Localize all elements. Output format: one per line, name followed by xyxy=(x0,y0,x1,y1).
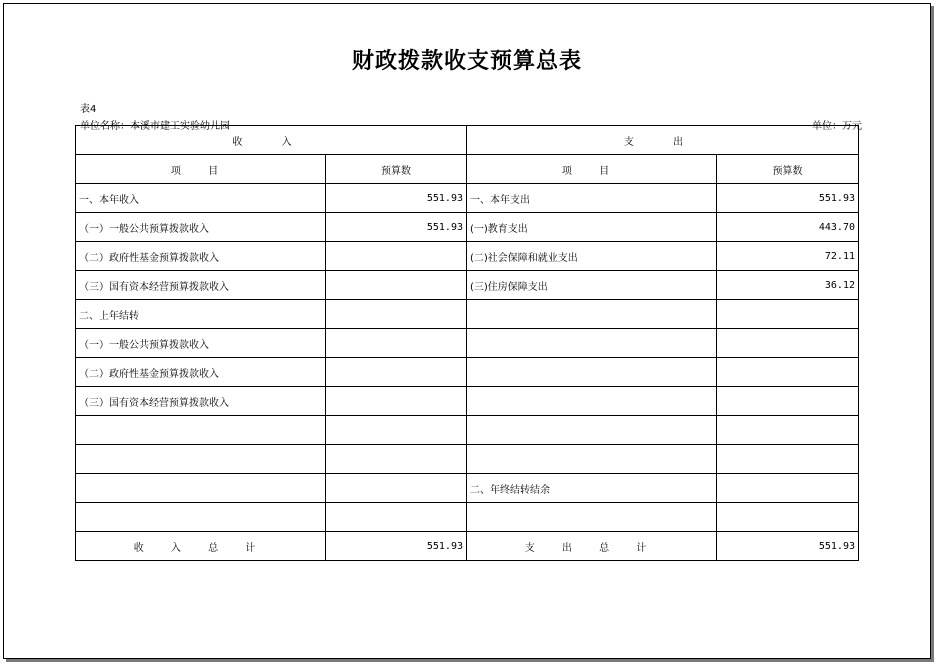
unit-name: 单位名称：本溪市建工实验幼儿园 xyxy=(80,121,230,132)
table-row xyxy=(76,474,859,503)
income-item-header: 项 目 xyxy=(76,155,326,184)
table-row xyxy=(76,416,859,445)
ex-item-cell xyxy=(467,300,717,329)
in-amt-cell xyxy=(326,416,467,445)
ex-amt-cell xyxy=(717,503,859,532)
ex-amt-cell xyxy=(717,474,859,503)
ex-item-cell: (二)社会保障和就业支出 xyxy=(467,242,717,271)
table-row xyxy=(76,184,859,213)
unit-label: 单位：万元 xyxy=(812,121,862,132)
expense-label-cell: 支 出 总 计 xyxy=(467,532,717,561)
page-title: 财政拨款收支预算总表 xyxy=(351,48,582,74)
ex-amt-cell: 72.11 xyxy=(717,242,859,271)
table-row xyxy=(76,358,859,387)
income-amt-cell: 551.93 xyxy=(326,532,467,561)
ex-amt-cell xyxy=(717,445,859,474)
in-amt-cell xyxy=(326,358,467,387)
ex-item-cell: 一、本年支出 xyxy=(467,184,717,213)
section-header-row xyxy=(76,126,859,155)
in-item-cell: （一）一般公共预算拨款收入 xyxy=(76,213,326,242)
in-item-cell xyxy=(76,503,326,532)
table-row xyxy=(76,300,859,329)
expense-amount-header: 预算数 xyxy=(717,155,859,184)
in-item-cell: （二）政府性基金预算拨款收入 xyxy=(76,242,326,271)
in-amt-cell xyxy=(326,329,467,358)
ex-amt-cell xyxy=(717,387,859,416)
table-row xyxy=(76,271,859,300)
ex-item-cell: (一)教育支出 xyxy=(467,213,717,242)
totals-row xyxy=(76,532,859,561)
ex-amt-cell xyxy=(717,416,859,445)
income-header: 收 入 xyxy=(76,126,467,155)
expense-amt-cell: 551.93 xyxy=(717,532,859,561)
ex-amt-cell: 36.12 xyxy=(717,271,859,300)
in-amt-cell xyxy=(326,474,467,503)
ex-item-cell xyxy=(467,503,717,532)
in-item-cell xyxy=(76,474,326,503)
in-item-cell: （一）一般公共预算拨款收入 xyxy=(76,329,326,358)
column-header-row xyxy=(76,155,859,184)
in-amt-cell xyxy=(326,300,467,329)
in-amt-cell xyxy=(326,271,467,300)
ex-amt-cell: 551.93 xyxy=(717,184,859,213)
ex-item-cell xyxy=(467,358,717,387)
in-amt-cell: 551.93 xyxy=(326,213,467,242)
in-amt-cell xyxy=(326,445,467,474)
ex-item-cell xyxy=(467,416,717,445)
in-item-cell xyxy=(76,445,326,474)
in-item-cell: 一、本年收入 xyxy=(76,184,326,213)
table-row xyxy=(76,387,859,416)
in-amt-cell: 551.93 xyxy=(326,184,467,213)
income-amount-header: 预算数 xyxy=(326,155,467,184)
table-row xyxy=(76,503,859,532)
ex-amt-cell xyxy=(717,329,859,358)
table-row xyxy=(76,445,859,474)
ex-amt-cell xyxy=(717,358,859,387)
ex-item-cell xyxy=(467,445,717,474)
in-item-cell: 二、上年结转 xyxy=(76,300,326,329)
in-item-cell: （三）国有资本经营预算拨款收入 xyxy=(76,271,326,300)
table-row xyxy=(76,329,859,358)
budget-table xyxy=(75,125,859,561)
table-row xyxy=(76,213,859,242)
ex-item-cell: (三)住房保障支出 xyxy=(467,271,717,300)
income-label-cell: 收 入 总 计 xyxy=(76,532,326,561)
in-item-cell xyxy=(76,416,326,445)
in-item-cell: （三）国有资本经营预算拨款收入 xyxy=(76,387,326,416)
in-amt-cell xyxy=(326,242,467,271)
table-number: 表4 xyxy=(80,104,97,115)
table-row xyxy=(76,242,859,271)
expense-item-header: 项 目 xyxy=(467,155,717,184)
in-item-cell: （二）政府性基金预算拨款收入 xyxy=(76,358,326,387)
ex-item-cell xyxy=(467,329,717,358)
ex-amt-cell xyxy=(717,300,859,329)
ex-item-cell: 二、年终结转结余 xyxy=(467,474,717,503)
in-amt-cell xyxy=(326,387,467,416)
in-amt-cell xyxy=(326,503,467,532)
expense-header: 支 出 xyxy=(467,126,859,155)
ex-amt-cell: 443.70 xyxy=(717,213,859,242)
ex-item-cell xyxy=(467,387,717,416)
